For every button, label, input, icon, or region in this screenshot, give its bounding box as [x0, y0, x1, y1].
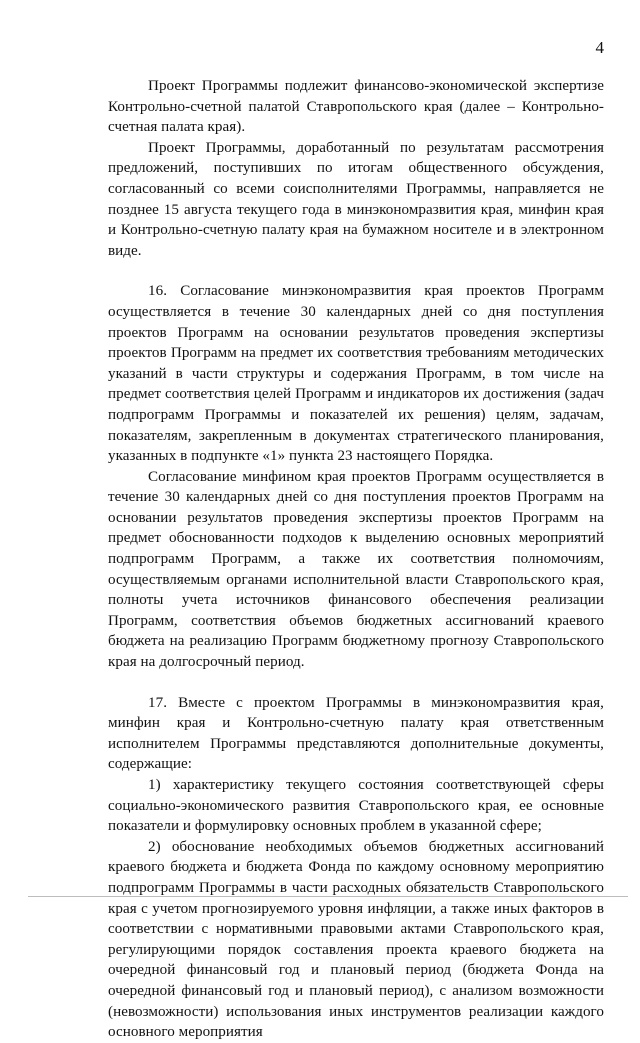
document-body [108, 76, 604, 1043]
paragraph-submission: Проект Программы, доработанный по результатам рассмотрения предложений, поступивших по итогам общественного обсуждения, согласованный со всеми соисполнителями Программы, направляется не позднее 15 августа текущего года в минэкономразвития края, минфин края и Контрольно-счетную палату края на бумажном носителе и в электронном виде. [108, 139, 604, 259]
paragraph-item-2: 2) обоснование необходимых объемов бюджетных ассигнований краевого бюджета и бюджета Фонда по каждому основному мероприятию подпрограмм Программы в части расходных обязательств Ставропольского края с учетом прогнозируемого уровня инфляции, а также иных факторов в соответствии с нормативными правовыми актами Ставропольского края, регулирующими порядок составления проекта краевого бюджета на очередной финансовый год и плановый период (бюджета Фонда на очередной финансовый год и плановый период), с анализом возможности (невозможности) использования иных инструментов реализации каждого основного мероприятия [108, 838, 604, 1041]
paragraph-section-16: 16. Согласование минэкономразвития края проектов Программ осуществляется в течение 30 календарных дней со дня поступления проектов Программ на основании результатов проведения экспертизы проектов Программ на предмет их соответствия требованиям методических указаний в части структуры и содержания Программ, в том числе на предмет соответствия целей Программ и индикаторов их достижения (задач подпрограмм Программы и показателей их решения) целям, задачам, показателям, закрепленным в документах стратегического планирования, указанных в подпункте «1» пункта 23 настоящего Порядка. [108, 283, 604, 465]
paragraph-section-17: 17. Вместе с проектом Программы в минэкономразвития края, минфин края и Контрольно-счетную палату края ответственным исполнителем Программы представляются дополнительные документы, содержащие: [108, 694, 604, 773]
paragraph-minfin-approval: Согласование минфином края проектов Программ осуществляется в течение 30 календарных дней со дня поступления проектов Программ на основании результатов проведения экспертизы проектов Программ на предмет обоснованности подходов к выделению основных мероприятий подпрограмм Программ, а также их соответствия полномочиям, осуществляемым органами исполнительной власти Ставропольского края, полноты учета источников финансового обеспечения реализации Программ, соответствия объемов бюджетных ассигнований краевого бюджета на реализацию Программ бюджетному прогнозу Ставропольского края на долгосрочный период. [108, 468, 604, 671]
paragraph-item-1: 1) характеристику текущего состояния соответствующей сферы социально-экономического развития Ставропольского края, ее основные показатели и формулировку основных проблем в указанной сфере; [108, 777, 604, 835]
bottom-rule [28, 896, 628, 897]
paragraph-expertise: Проект Программы подлежит финансово-экономической экспертизе Контрольно-счетной палатой Ставропольского края (далее – Контрольно-счетная палата края). [108, 78, 604, 136]
page-number: 4 [595, 38, 604, 57]
